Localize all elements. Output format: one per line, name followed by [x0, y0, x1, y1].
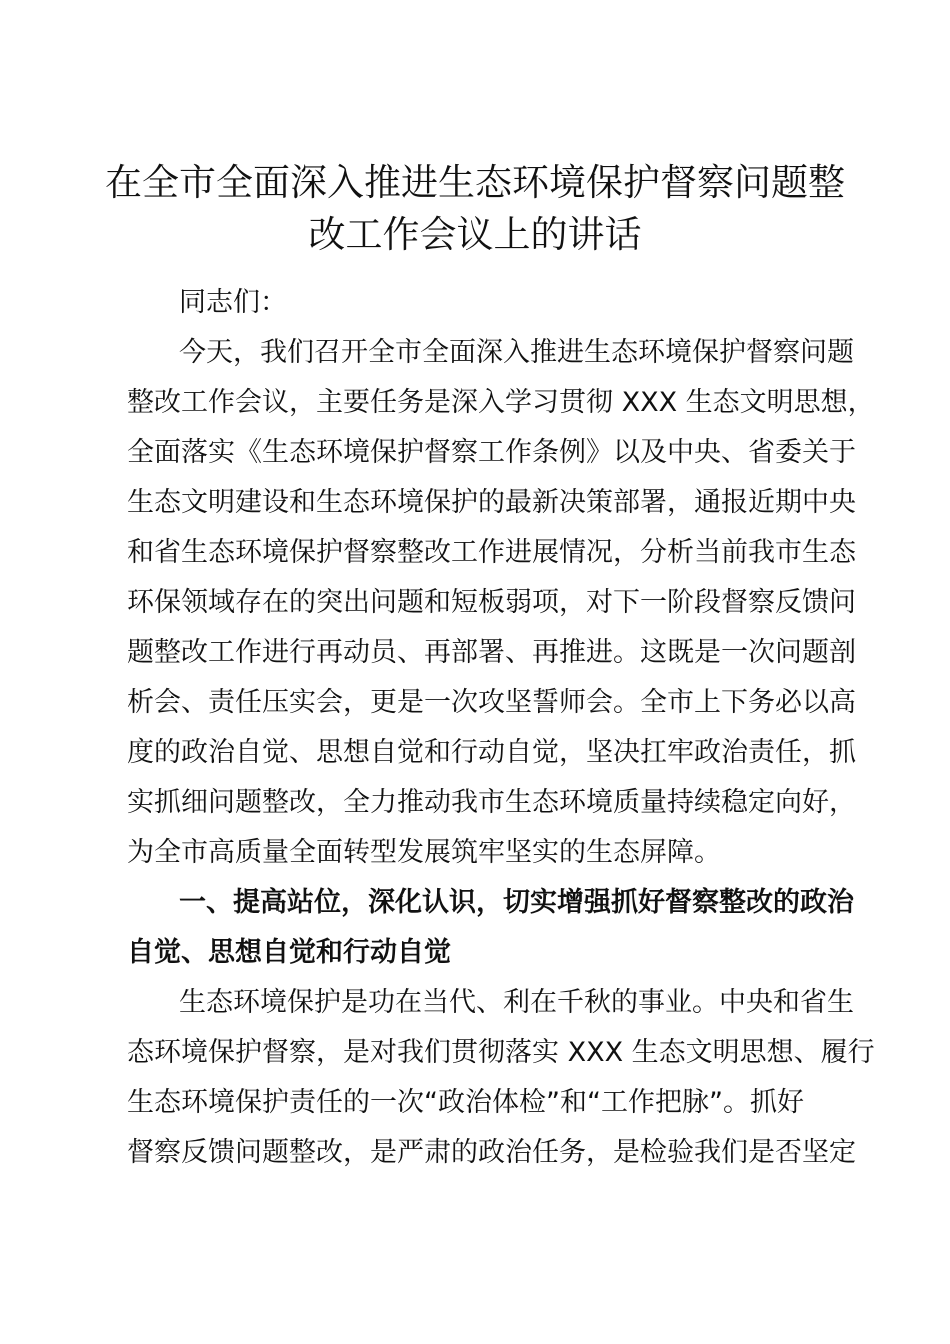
paragraph-line: 督察反馈问题整改，是严肃的政治任务，是检验我们是否坚定 [127, 1137, 856, 1168]
paragraph-line: 和省生态环境保护督察整改工作进展情况，分析当前我市生态 [127, 537, 856, 568]
paragraph-line: 环保领域存在的突出问题和短板弱项，对下一阶段督察反馈问 [127, 587, 856, 618]
paragraph-line: 生态环境保护责任的一次“政治体检”和“工作把脉”。抓好 [127, 1087, 804, 1118]
paragraph-line: 生态文明建设和生态环境保护的最新决策部署，通报近期中央 [127, 487, 856, 518]
heading-line: 自觉、思想自觉和行动自觉 [127, 937, 451, 968]
paragraph-line: 今天，我们召开全市全面深入推进生态环境保护督察问题 [179, 337, 854, 368]
paragraph-line: 态环境保护督察，是对我们贯彻落实 XXX 生态文明思想、履行 [127, 1037, 875, 1068]
paragraph-line: 全面落实《生态环境保护督察工作条例》以及中央、省委关于 [127, 437, 856, 468]
title-line-1: 在全市全面深入推进生态环境保护督察问题整 [105, 161, 845, 204]
paragraph-line: 度的政治自觉、思想自觉和行动自觉，坚决扛牢政治责任，抓 [127, 737, 856, 768]
document-body [127, 278, 875, 1178]
document-title [100, 157, 850, 261]
paragraph-1 [127, 328, 875, 878]
paragraph-line: 为全市高质量全面转型发展筑牢坚实的生态屏障。 [127, 837, 721, 868]
salutation: 同志们： [179, 287, 287, 318]
title-line-2: 改工作会议上的讲话 [308, 213, 642, 256]
paragraph-line: 析会、责任压实会，更是一次攻坚誓师会。全市上下务必以高 [127, 687, 856, 718]
heading-line: 一、提高站位，深化认识，切实增强抓好督察整改的政治 [179, 887, 854, 918]
paragraph-line: 实抓细问题整改，全力推动我市生态环境质量持续稳定向好， [127, 787, 856, 818]
paragraph-line: 生态环境保护是功在当代、利在千秋的事业。中央和省生 [179, 987, 854, 1018]
section-heading-1 [127, 878, 854, 978]
paragraph-line: 题整改工作进行再动员、再部署、再推进。这既是一次问题剖 [127, 637, 856, 668]
paragraph-2 [127, 978, 875, 1178]
paragraph-line: 整改工作会议，主要任务是深入学习贯彻 XXX 生态文明思想， [127, 387, 875, 418]
